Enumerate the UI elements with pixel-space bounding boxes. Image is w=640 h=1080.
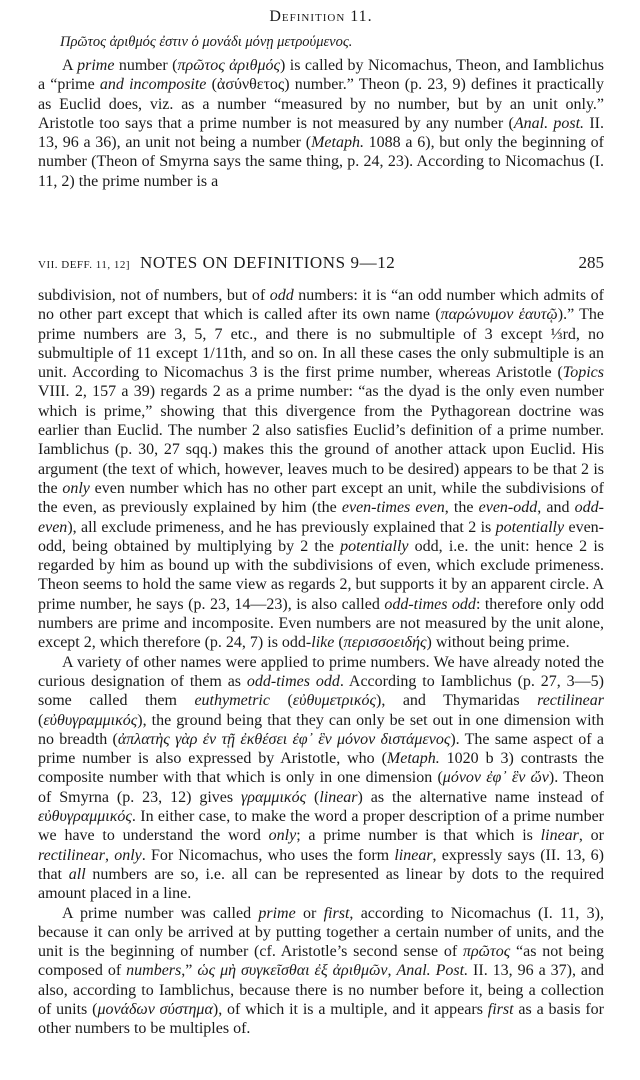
- italic-text: Metaph.: [386, 750, 440, 768]
- italic-text: only: [114, 846, 142, 864]
- italic-text: μονάδων σύστημα: [97, 1000, 213, 1018]
- italic-text: prime: [77, 57, 115, 74]
- italic-text: εὐθυγραμμικός: [38, 808, 132, 826]
- italic-text: Anal. post.: [513, 114, 585, 132]
- italic-text: odd-times odd: [246, 672, 340, 690]
- italic-text: potentially: [340, 537, 409, 555]
- italic-text: πρῶτος ἀριθμός: [177, 57, 281, 74]
- italic-text: linear: [319, 788, 358, 806]
- running-head-section: VII. DEFF. 11, 12]: [38, 259, 131, 271]
- italic-text: odd-even: [38, 499, 604, 536]
- italic-text: linear: [540, 827, 579, 845]
- page-285: [38, 252, 604, 1039]
- italic-text: only: [62, 479, 90, 497]
- italic-text: εὐθυμετρικός: [292, 692, 377, 710]
- italic-text: Metaph.: [311, 134, 364, 152]
- italic-text: rectilinear: [38, 846, 105, 864]
- paragraph: A prime number (πρῶτος ἀριθμός) is called by Nicomachus, Theon, and Iamblichus a “prime and incomposite (ἀσύνθετος) number.” Theon (p. 23, 9) defines it practically as Euclid does, viz. as a number “measured by no number, but by an unit only.” Aristotle too says that a prime number is not measured by any number (Anal. post. II. 13, 96 a 36), an unit not being a number (Metaph. 1088 a 6), but only the beginning of number (Theon of Smyrna says the same thing, p. 24, 23). According to Nicomachus (I. 11, 2) the prime number is a: [38, 57, 605, 190]
- italic-text: numbers: [126, 962, 182, 980]
- italic-text: γραμμικός: [241, 788, 307, 806]
- italic-text: εὐθυγραμμικός: [43, 711, 138, 729]
- italic-text: ἀπλατὴς γὰρ ἐν τῇ ἐκθέσει ἐφ᾽ ἓν μόνον διστάμενος: [117, 730, 451, 748]
- greek-definition: Πρῶτος ἀριθμός ἐστιν ὁ μονάδι μόνῃ μετρούμενος.: [60, 34, 353, 50]
- italic-text: only: [268, 827, 297, 845]
- italic-text: potentially: [495, 518, 565, 536]
- italic-text: euthymetric: [194, 692, 270, 710]
- italic-text: first: [323, 904, 350, 922]
- italic-text: παρώνυμον ἑαυτῷ: [440, 306, 558, 324]
- italic-text: prime: [258, 904, 296, 922]
- previous-page-fragment: [38, 6, 604, 191]
- italic-text: ὡς μὴ συγκεῖσθαι ἐξ ἀριθμῶν: [197, 962, 388, 980]
- italic-text: linear: [394, 846, 433, 864]
- paragraph: A prime number was called prime or first, according to Nicomachus (I. 11, 3), because it can only be arrived at by putting together a certain number of units, and the unit is the beginning of number (cf. Aristotle’s second sense of πρῶτος “as not being composed of numbers,” ὡς μὴ συγκεῖσθαι ἐξ ἀριθμῶν, Anal. Post. II. 13, 96 a 37), and also, according to Iamblichus, because there is no number before it, being a collection of units (μονάδων σύστημα), of which it is a multiple, and it appears first as a basis for other numbers to be multiples of.: [38, 904, 605, 1038]
- running-head: [38, 252, 604, 276]
- italic-text: odd-times odd: [384, 595, 476, 613]
- italic-text: Topics: [562, 364, 604, 382]
- italic-text: περισσοειδής: [343, 634, 427, 652]
- section-heading: Definition 11.: [269, 8, 373, 25]
- page-number: 285: [578, 253, 604, 272]
- italic-text: rectilinear: [537, 692, 605, 710]
- italic-text: even-times even: [341, 499, 445, 517]
- italic-text: Anal. Post.: [396, 962, 469, 980]
- italic-text: like: [311, 634, 335, 652]
- running-head-title: NOTES ON DEFINITIONS 9—12: [140, 253, 396, 272]
- italic-text: and incomposite: [99, 76, 207, 94]
- paragraph: A variety of other names were applied to prime numbers. We have already noted the curious designation of them as odd-times odd. According to Iamblichus (p. 27, 3—5) some called them euthymetric (εὐθυμετρικός), and Thymaridas rectilinear (εὐθυγραμμικός), the ground being that they can only be set out in one dimension with no breadth (ἀπλατὴς γὰρ ἐν τῇ ἐκθέσει ἐφ᾽ ἓν μόνον διστάμενος). The same aspect of a prime number is also expressed by Aristotle, who (Metaph. 1020 b 3) contrasts the composite number with that which is only in one dimension (μόνον ἐφ᾽ ἓν ὤν). Theon of Smyrna (p. 23, 12) gives γραμμικός (linear) as the alternative name instead of εὐθυγραμμικός. In either case, to make the word a proper description of a prime number we have to understand the word only; a prime number is that which is linear, or rectilinear, only. For Nicomachus, who uses the form linear, expressly says (II. 13, 6) that all numbers are so, i.e. all can be represented as linear by dots to the required amount placed in a line.: [38, 653, 605, 903]
- paragraph: subdivision, not of numbers, but of odd numbers: it is “an odd number which admits of no other part except that which is called after its own name (παρώνυμον ἑαυτῷ).” The prime numbers are 3, 5, 7 etc., and there is no submultiple of 3 except ⅓rd, no submultiple of 11 except 1/11th, and so on. In all these cases the only submultiple is an unit. According to Nicomachus 3 is the first prime number, whereas Aristotle (Topics VIII. 2, 157 a 39) regards 2 as a prime number: “as the dyad is the only even number which is prime,” showing that this divergence from the Pythagorean doctrine was earlier than Euclid. The number 2 also satisfies Euclid’s definition of a prime number. Iamblichus (p. 30, 27 sqq.) makes this the ground of another attack upon Euclid. His argument (the text of which, however, leaves much to be desired) appears to be that 2 is the only even number which has no other part except an unit, while the subdivisions of the even, as previously explained by him (the even-times even, the even-odd, and odd-even), all exclude primeness, and he has previously explained that 2 is potentially even-odd, being obtained by multiplying by 2 the potentially odd, i.e. the unit: hence 2 is regarded by him as bound up with the subdivisions of even, which exclude primeness. Theon seems to hold the same view as regards 2, but supports it by an apparent circle. A prime number, he says (p. 23, 14—23), is also called odd-times odd: therefore only odd numbers are prime and incomposite. Even numbers are not measured by the unit alone, except 2, which therefore (p. 24, 7) is odd-like (περισσοειδής) without being prime.: [38, 287, 605, 652]
- italic-text: πρῶτος: [462, 943, 511, 961]
- italic-text: even-odd: [478, 499, 538, 517]
- italic-text: all: [68, 865, 86, 883]
- italic-text: μόνον ἐφ᾽ ἓν ὤν: [442, 769, 549, 787]
- italic-text: odd: [269, 287, 294, 304]
- italic-text: first: [487, 1000, 514, 1018]
